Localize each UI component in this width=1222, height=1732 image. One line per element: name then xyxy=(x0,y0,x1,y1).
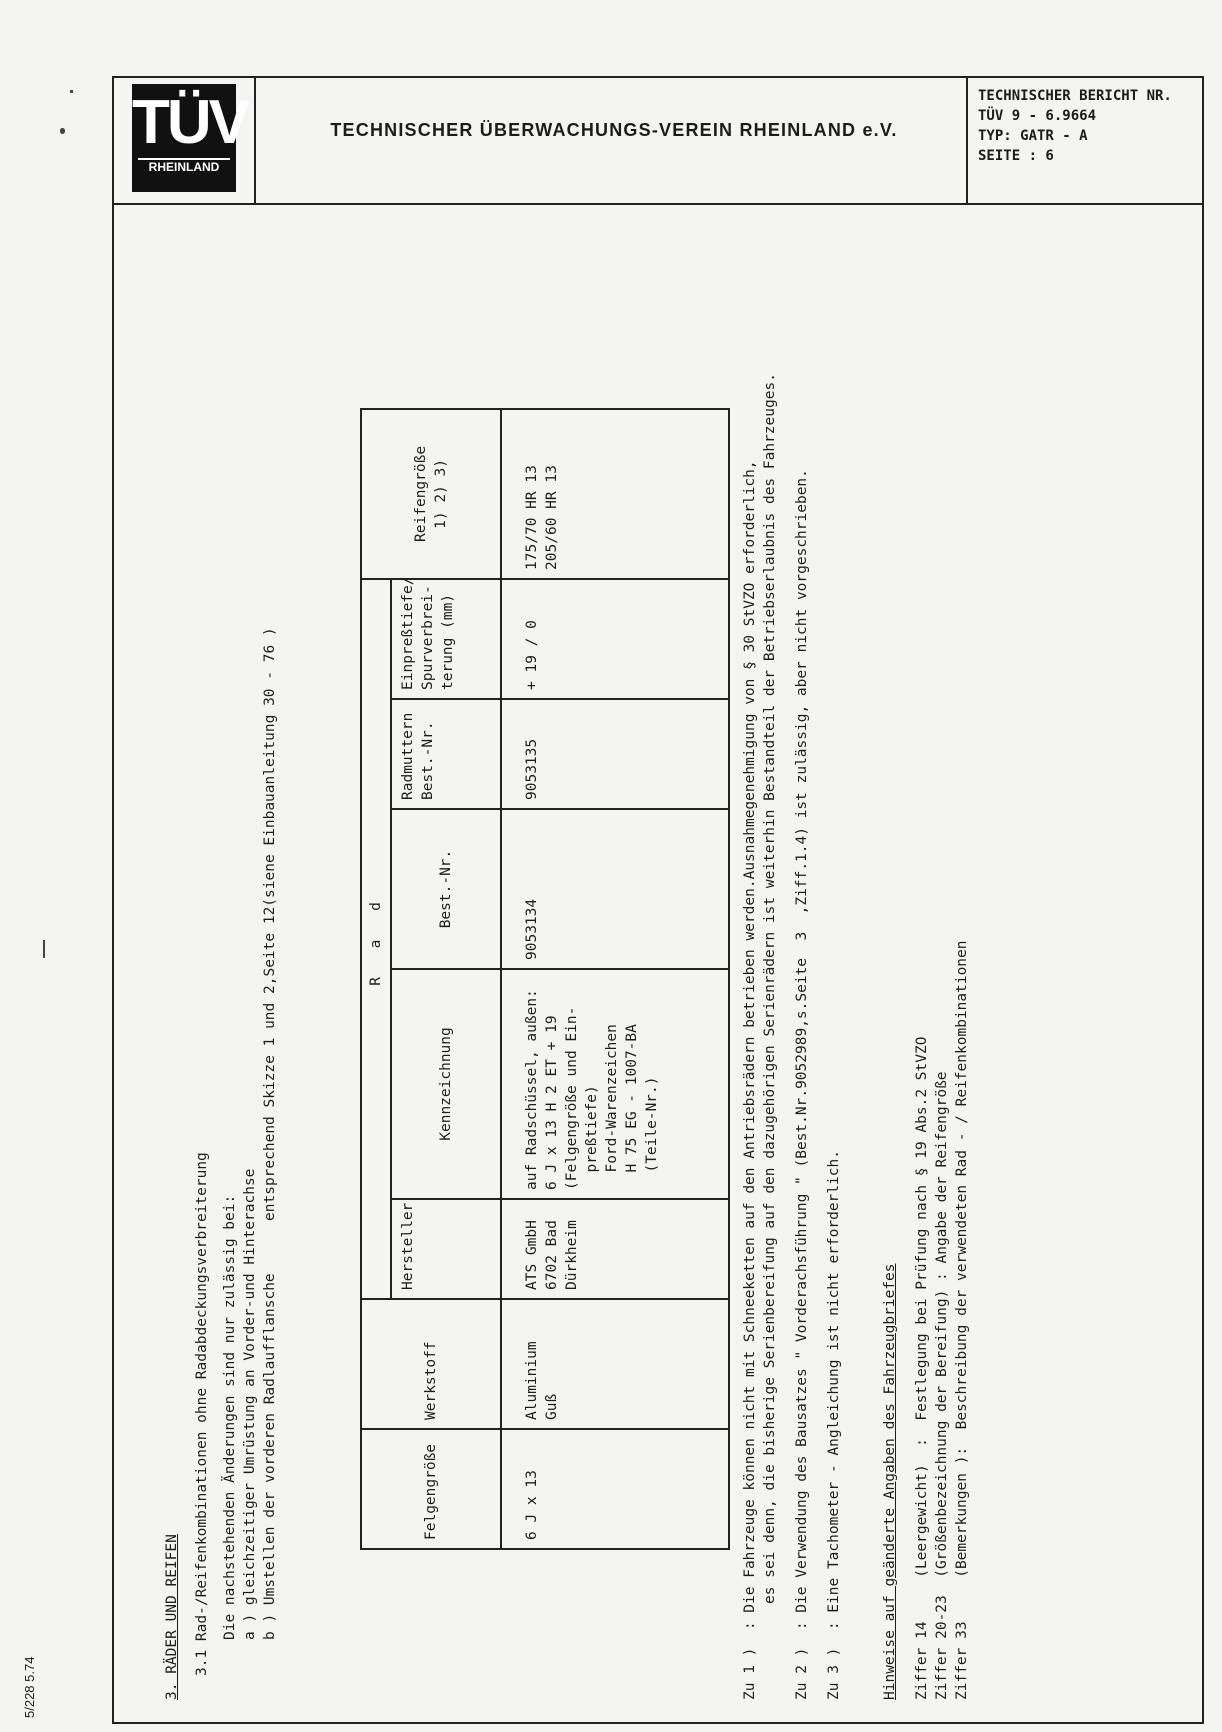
intro-line: Die nachstehenden Änderungen sind nur zulässig bei: xyxy=(222,1194,238,1640)
list-item: Ziffer 33 (Bemerkungen ): Beschreibung der verwendeten Rad - / Reifenkombinationen xyxy=(954,940,970,1700)
cell-reifengroesse: 175/70 HR 13 205/60 HR 13 xyxy=(501,409,729,579)
header-reifengroesse: Reifengröße 1) 2) 3) xyxy=(361,409,501,579)
cell-felgengroesse: 6 J x 13 xyxy=(501,1429,729,1549)
cell-radmuttern: 9053135 xyxy=(501,699,729,809)
header-hersteller: Hersteller xyxy=(391,1199,501,1299)
list-item: Ziffer 14 (Leergewicht) : Festlegung bei Prüfung nach § 19 Abs.2 StVZO xyxy=(914,1036,930,1700)
intro-text xyxy=(220,340,280,1640)
cell-kennzeichnung: auf Radschüssel, außen: 6 J x 13 H 2 ET + 19 (Felgengröße und Ein- preßtiefe) Ford-Warenzeichen H 75 EG - 1007-BA (Teile-Nr.) xyxy=(501,969,729,1199)
footnotes xyxy=(740,160,856,1700)
section-title: 3. RÄDER UND REIFEN xyxy=(164,1534,180,1700)
header-best-nr: Best.-Nr. xyxy=(391,809,501,969)
cell-werkstoff: Aluminium Guß xyxy=(501,1299,729,1429)
scan-speck xyxy=(70,90,73,93)
cell-best-nr: 9053134 xyxy=(501,809,729,969)
wheel-tire-table xyxy=(360,408,730,1550)
header-einpresstiefe: Einpreßtiefe/ Spurverbrei- terung (mm) xyxy=(391,579,501,699)
rotated-body xyxy=(132,160,1192,1700)
intro-line: a ) gleichzeitiger Umrüstung an Vorder-und Hinterachse xyxy=(242,1168,258,1640)
intro-line: b ) Umstellen der vorderen Radlaufflansche entsprechend Skizze 1 und 2,Seite 12(siene Einbauanleitung 30 - 76 ) xyxy=(262,627,278,1640)
subsection-title xyxy=(192,1152,212,1676)
logo-subtext: RHEINLAND xyxy=(138,158,230,174)
report-info xyxy=(978,86,1198,166)
hinweise-title: Hinweise auf geänderte Angaben des Fahrzeugbriefes xyxy=(882,1263,898,1700)
header-felgengroesse: Felgengröße xyxy=(361,1429,501,1549)
header-radmuttern: Radmuttern Best.-Nr. xyxy=(391,699,501,809)
header-kennzeichnung: Kennzeichnung xyxy=(391,969,501,1199)
form-code: 5/228 5.74 xyxy=(22,1656,37,1718)
logo-text: TÜV xyxy=(132,88,247,157)
header-werkstoff: Werkstoff xyxy=(361,1299,501,1429)
hinweise-list xyxy=(912,941,972,1701)
cell-hersteller: ATS GmbH 6702 Bad Dürkheim xyxy=(501,1199,729,1299)
report-label: TECHNISCHER BERICHT NR. xyxy=(978,88,1172,104)
footnote-3: Zu 3 ) : Eine Tachometer - Angleichung ist nicht erforderlich. xyxy=(826,1150,842,1700)
subsection-text: 3.1 Rad-/Reifenkombinationen ohne Radabdeckungsverbreiterung xyxy=(194,1152,210,1676)
organization-name: TECHNISCHER ÜBERWACHUNGS-VEREIN RHEINLAND e.V. xyxy=(330,120,898,140)
group-header-rad: R a d xyxy=(361,579,391,1299)
footnote-1: Zu 1 ) : Die Fahrzeuge können nicht mit Schneeketten auf den Antriebsrädern betrieben werden.Ausnahmegenehmigung von § 30 StVZO erforderlich, es sei denn, die bisherige Serienbereifung auf den dazugehörigen Serienrädern ist weiterhin Bestandteil der Betriebserlaubnis des Fahrzeuges. xyxy=(742,373,778,1700)
list-item: Ziffer 20-23 (Größenbezeichnung der Bereifung) : Angabe der Reifengröße xyxy=(934,1071,950,1700)
cell-einpresstiefe: + 19 / 0 xyxy=(501,579,729,699)
scan-speck xyxy=(43,940,45,958)
report-type: TYP: GATR - A xyxy=(978,128,1088,144)
table-row xyxy=(501,409,729,1549)
report-page: SEITE : 6 xyxy=(978,148,1054,164)
report-number: TÜV 9 - 6.9664 xyxy=(978,108,1097,124)
scan-speck xyxy=(60,128,65,134)
footnote-2: Zu 2 ) : Die Verwendung des Bausatzes " Vorderachsführung " (Best.Nr.9052989,s.Seite 3 ,Ziff.1.4) ist zulässig, aber nicht vorgeschrieben. xyxy=(794,469,810,1700)
